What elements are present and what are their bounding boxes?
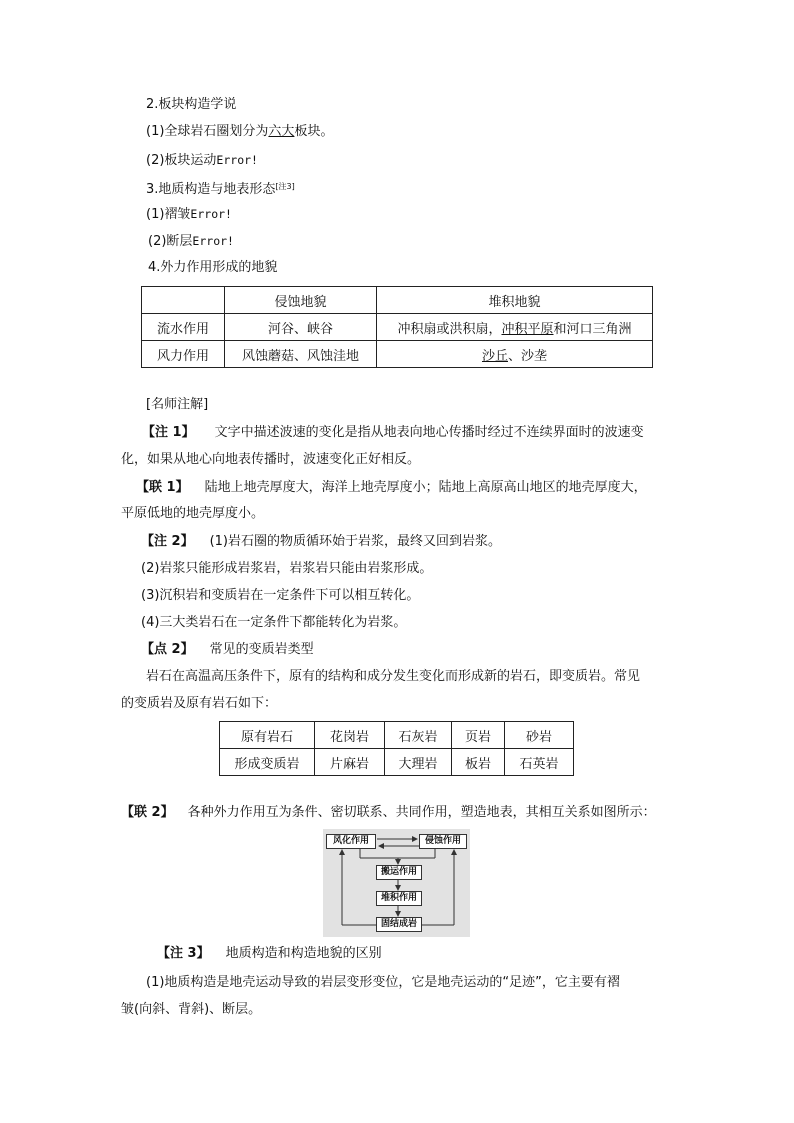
table-cell (142, 287, 225, 314)
text: 文字中描述波速的变化是指从地表向地心传播时经过不连续界面时的波速变 (214, 425, 644, 440)
link-1-line-2: 平原低地的地壳厚度小。 (121, 506, 265, 521)
table-cell: 形成变质岩 (220, 749, 315, 776)
section-4-title: 4.外力作用形成的地貌 (148, 260, 278, 275)
underlined-answer: 沙丘 (481, 348, 508, 364)
section-2-item-2 (146, 151, 258, 170)
lithification-box: 固结成岩 (376, 917, 422, 932)
landform-table (141, 286, 653, 368)
text: (1)褶皱 (146, 207, 191, 222)
text: 陆地上地壳厚度大，海洋上地壳厚度小；陆地上高原高山地区的地壳厚度大， (204, 480, 647, 495)
section-3-item-1 (146, 205, 232, 224)
underlined-answer: 冲积平原 (501, 321, 554, 337)
text: 各种外力作用互为条件、密切联系、共同作用，塑造地表，其相互关系如图所示： (187, 805, 656, 820)
table-cell: 大理岩 (385, 749, 452, 776)
point-2-line-1: 岩石在高温高压条件下，原有的结构和成分发生变化而形成新的岩石，即变质岩。常见 (146, 669, 641, 684)
link-1-line-1 (136, 479, 647, 497)
table-row (142, 287, 653, 314)
table-cell (377, 314, 653, 341)
table-cell: 流水作用 (142, 314, 225, 341)
text: 地质构造和构造地貌的区别 (225, 946, 382, 961)
note-3-title (157, 945, 382, 963)
note-2-line-1 (141, 533, 501, 551)
note-ref: [注3] (275, 182, 295, 191)
error-text: Error! (192, 234, 234, 248)
text: 冲积扇或洪积扇， (397, 321, 502, 337)
underlined-answer: 六大 (268, 124, 295, 139)
note-3-line-2: 皱(向斜、背斜)、断层。 (121, 1002, 262, 1017)
point-2-title (141, 641, 314, 659)
table-cell: 石英岩 (505, 749, 574, 776)
note-3-line-1: (1)地质构造是地壳运动导致的岩层变形变位，它是地壳运动的“足迹”，它主要有褶 (146, 975, 620, 990)
table-cell: 风蚀蘑菇、风蚀洼地 (225, 341, 377, 368)
text: 板块。 (294, 124, 334, 139)
note-1-line-1 (142, 424, 644, 442)
table-cell: 板岩 (452, 749, 505, 776)
note-tag: 【联 2】 (121, 805, 174, 820)
erosion-box: 侵蚀作用 (419, 834, 467, 849)
note-1-line-2: 化，如果从地心向地表传播时，波速变化正好相反。 (121, 452, 421, 467)
table-row (220, 722, 574, 749)
table-cell (377, 341, 653, 368)
note-tag: 【注 2】 (141, 534, 194, 549)
section-3-item-2 (148, 232, 234, 251)
section-2-title: 2.板块构造学说 (146, 97, 237, 112)
note-tag: 【联 1】 (136, 480, 189, 495)
text: (1)全球岩石圈划分为 (146, 124, 269, 139)
table-header: 侵蚀地貌 (225, 287, 377, 314)
text: 常见的变质岩类型 (209, 642, 314, 657)
note-tag: 【点 2】 (141, 642, 194, 657)
table-cell: 河谷、峡谷 (225, 314, 377, 341)
table-row (142, 314, 653, 341)
table-header: 堆积地貌 (377, 287, 653, 314)
external-forces-diagram (323, 829, 470, 937)
text: 和河口三角洲 (553, 321, 632, 337)
transport-box: 搬运作用 (376, 865, 422, 880)
text: (1)岩石圈的物质循环始于岩浆，最终又回到岩浆。 (209, 534, 501, 549)
table-cell: 风力作用 (142, 341, 225, 368)
table-cell: 石灰岩 (385, 722, 452, 749)
note-tag: 【注 3】 (157, 946, 210, 961)
text: (2)板块运动 (146, 153, 217, 168)
note-2-line-3: (3)沉积岩和变质岩在一定条件下可以相互转化。 (141, 588, 420, 603)
table-cell: 片麻岩 (315, 749, 385, 776)
text: 、沙垄 (508, 348, 548, 364)
text: (2)断层 (148, 234, 193, 249)
text: 3.地质构造与地表形态 (146, 182, 276, 197)
table-row (220, 749, 574, 776)
notes-heading: [名师注解] (146, 397, 209, 412)
table-cell: 页岩 (452, 722, 505, 749)
section-3-title (146, 178, 295, 199)
note-2-line-2: (2)岩浆只能形成岩浆岩，岩浆岩只能由岩浆形成。 (141, 561, 433, 576)
note-tag: 【注 1】 (142, 425, 195, 440)
deposition-box: 堆积作用 (376, 891, 422, 906)
note-2-line-4: (4)三大类岩石在一定条件下都能转化为岩浆。 (141, 615, 407, 630)
table-cell: 原有岩石 (220, 722, 315, 749)
error-text: Error! (216, 153, 258, 167)
rock-table (219, 721, 574, 776)
link-2-line (121, 804, 656, 822)
table-row (142, 341, 653, 368)
error-text: Error! (190, 207, 232, 221)
section-2-item-1 (146, 123, 333, 141)
point-2-line-2: 的变质岩及原有岩石如下： (121, 696, 278, 711)
table-cell: 砂岩 (505, 722, 574, 749)
weathering-box: 风化作用 (326, 834, 376, 849)
table-cell: 花岗岩 (315, 722, 385, 749)
